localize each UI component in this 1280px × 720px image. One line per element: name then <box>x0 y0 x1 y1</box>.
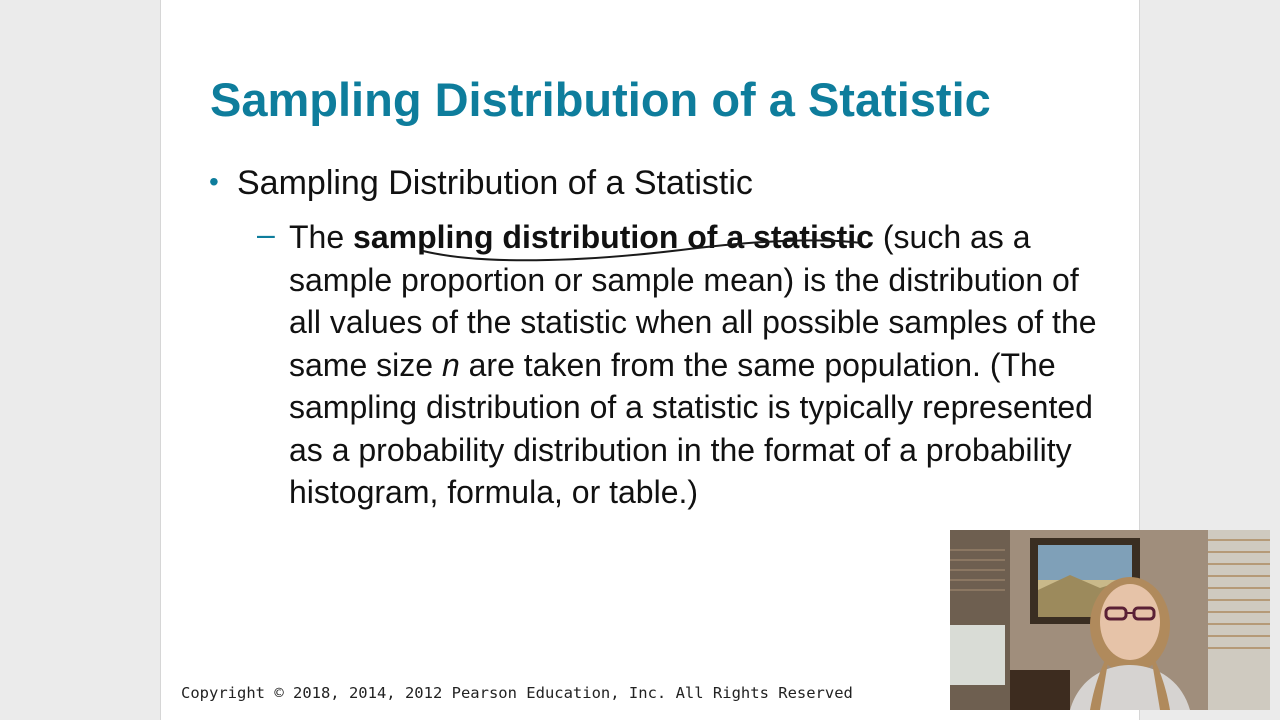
presenter-video-frame <box>950 530 1270 710</box>
copyright-notice: Copyright © 2018, 2014, 2012 Pearson Education, Inc. All Rights Reserved <box>181 684 853 702</box>
sub-bullet-dash: – <box>257 216 275 252</box>
sample-size-symbol: n <box>441 346 460 383</box>
sub-bullet-text <box>289 216 1109 514</box>
definition-part-3: are taken from the same population. (The sampling distribution of a statistic is typically represented as a probability distribution in the format of a probability histogram, formula, or table.) <box>289 346 1093 510</box>
definition-term: sampling distribution of a statistic <box>353 219 874 255</box>
bullet-dot-icon: • <box>209 166 219 197</box>
presenter-webcam[interactable] <box>950 530 1270 710</box>
definition-part-1: The <box>289 219 354 255</box>
bullet-label: Sampling Distribution of a Statistic <box>237 164 753 202</box>
definition-part-2: (such as a sample proportion or sample mean) is the distribution of all values of the statistic when all possible samples of the same size <box>289 219 1097 383</box>
bullet-item <box>209 164 753 203</box>
slide-title: Sampling Distribution of a Statistic <box>210 73 991 126</box>
